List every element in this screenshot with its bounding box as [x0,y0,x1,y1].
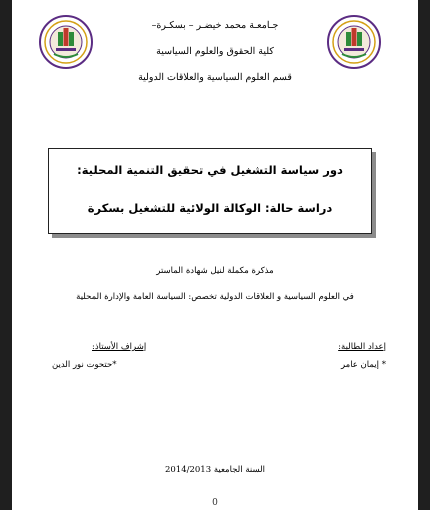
faculty-name: كلية الحقوق والعلوم السياسية [156,46,274,57]
supervisor-label: إشراف الأستاذ: [92,342,147,352]
supervisor-name: *حتحوت نور الدين [52,360,117,370]
thesis-title-box [48,148,372,234]
page-number: 0 [212,498,218,508]
document-page [12,0,418,510]
memo-description: مذكرة مكملة لنيل شهادة الماستر [156,266,274,276]
university-name: جـامعـة محمد خيضـر – بسكـرة– [151,20,279,31]
memo-specialization: في العلوم السياسية و العلاقات الدولية تخصص: السياسة العامة والإدارة المحلية [76,292,354,302]
thesis-title-line1: دور سياسة التشغيل في تحقيق التنمية المحلية: [77,163,343,177]
academic-year: السنة الجامعية 2014/2013 [164,465,265,475]
student-label: إعداد الطالبة: [338,342,386,352]
student-name: * إيمان عامر [340,360,386,370]
department-name: قسم العلوم السياسية والعلاقات الدولية [138,72,292,83]
thesis-title-line2: دراسة حالة: الوكالة الولائية للتشغيل بسكرة [87,201,333,215]
